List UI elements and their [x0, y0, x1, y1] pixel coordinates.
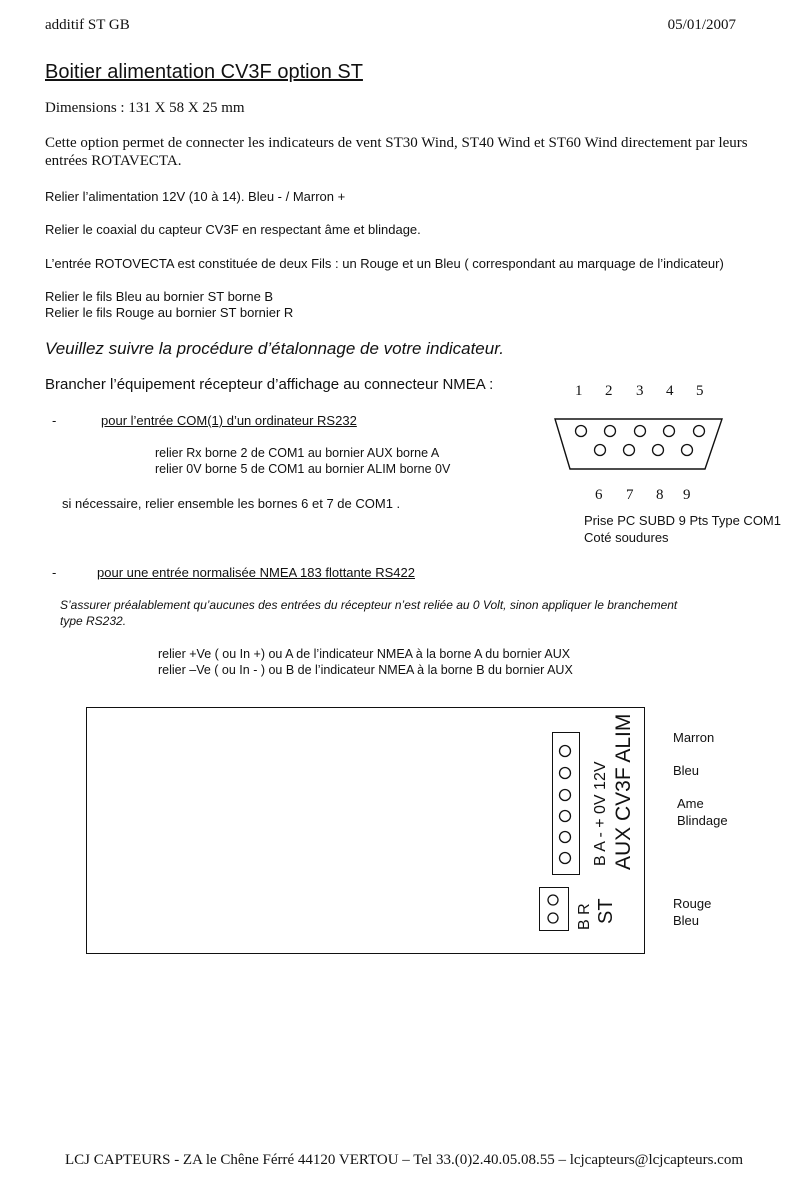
rs422-heading: pour une entrée normalisée NMEA 183 flottante RS422: [97, 565, 415, 580]
calibration-note: Veuillez suivre la procédure d’étalonnage de votre indicateur.: [45, 339, 504, 358]
rs232-note: si nécessaire, relier ensemble les bornes 6 et 7 de COM1 .: [62, 496, 401, 511]
header-date: 05/01/2007: [667, 17, 736, 33]
terminal-minus: [560, 790, 571, 801]
pin-number: 5: [696, 383, 704, 399]
pin-number: 6: [595, 487, 603, 503]
st-label: ST: [595, 898, 617, 924]
wire-label-bleu: Bleu: [673, 763, 700, 778]
terminal-a: [560, 768, 571, 779]
db9-pin: [694, 426, 705, 437]
rs422-line-2: relier –Ve ( ou In - ) ou B de l’indicateur NMEA à la borne B du bornier AUX: [158, 663, 573, 677]
terminal-12v: [560, 853, 571, 864]
db9-pin: [576, 426, 587, 437]
terminal-plus: [560, 811, 571, 822]
st-terminals: [539, 887, 569, 931]
db9-pin: [653, 445, 664, 456]
terminal-st-r: [548, 913, 558, 923]
wire-label-marron: Marron: [673, 730, 715, 745]
terminal-b: [560, 746, 571, 757]
aux-alim-terminals: [552, 732, 580, 875]
rs232-bullet: -: [52, 413, 57, 428]
db9-connector-diagram: [550, 414, 730, 474]
coax-instruction: Relier le coaxial du capteur CV3F en respectant âme et blindage.: [45, 222, 421, 237]
wire-label-ame: Ame: [677, 796, 704, 811]
terminal-st-b: [548, 895, 558, 905]
rs422-warning-2: type RS232.: [60, 614, 127, 628]
rs232-line-2: relier 0V borne 5 de COM1 au bornier ALIM borne 0V: [155, 462, 451, 476]
db9-pin: [635, 426, 646, 437]
db9-pin: [605, 426, 616, 437]
nmea-intro: Brancher l’équipement récepteur d’affichage au connecteur NMEA :: [45, 376, 494, 393]
rs422-bullet: -: [52, 565, 57, 580]
rs422-warning-1: S’assurer préalablement qu’aucunes des entrées du récepteur n’est reliée au 0 Volt, sinon appliquer le branchement: [60, 598, 678, 612]
rs232-heading: pour l’entrée COM(1) d’un ordinateur RS232: [101, 413, 357, 428]
dimensions-text: Dimensions : 131 X 58 X 25 mm: [45, 100, 245, 116]
aux-cv3f-alim-label: AUX CV3F ALIM: [612, 713, 635, 870]
connector-caption: Prise PC SUBD 9 Pts Type COM1: [584, 513, 781, 528]
intro-line-1: Cette option permet de connecter les indicateurs de vent ST30 Wind, ST40 Wind et ST60 Wind directement par leurs: [45, 135, 748, 151]
wire-label-bleu-st: Bleu: [673, 913, 700, 928]
db9-pin: [664, 426, 675, 437]
page-footer: LCJ CAPTEURS - ZA le Chêne Férré 44120 VERTOU – Tel 33.(0)2.40.05.08.55 – lcjcapteurs@lcjcapteurs.com: [65, 1152, 744, 1168]
red-wire-instruction: Relier le fils Rouge au bornier ST bornier R: [45, 305, 294, 320]
page-title: Boitier alimentation CV3F option ST: [45, 61, 363, 83]
wire-label-blindage: Blindage: [677, 813, 728, 828]
pin-number: 9: [683, 487, 691, 503]
pin-number: 4: [666, 383, 674, 399]
pin-number: 3: [636, 383, 644, 399]
st-terminal-letters: B R: [576, 903, 593, 930]
terminal-0v: [560, 832, 571, 843]
connector-caption-2: Coté soudures: [584, 530, 669, 545]
header-left: additif ST GB: [45, 17, 130, 33]
blue-wire-instruction: Relier le fils Bleu au bornier ST borne B: [45, 289, 274, 304]
db9-pin: [682, 445, 693, 456]
power-instruction: Relier l’alimentation 12V (10 à 14). Bleu - / Marron +: [45, 189, 346, 204]
intro-line-2: entrées ROTAVECTA.: [45, 153, 182, 169]
wire-label-rouge: Rouge: [673, 896, 712, 911]
pin-number: 1: [575, 383, 583, 399]
rotovecta-instruction: L’entrée ROTOVECTA est constituée de deux Fils : un Rouge et un Bleu ( correspondant au marquage de l’indicateur): [45, 256, 724, 271]
rs232-line-1: relier Rx borne 2 de COM1 au bornier AUX borne A: [155, 446, 440, 460]
terminal-labels: B A - + 0V 12V: [592, 761, 609, 866]
pin-number: 7: [626, 487, 634, 503]
rs422-line-1: relier +Ve ( ou In +) ou A de l’indicateur NMEA à la borne A du bornier AUX: [158, 647, 571, 661]
pin-number: 8: [656, 487, 664, 503]
db9-pin: [624, 445, 635, 456]
pin-number: 2: [605, 383, 613, 399]
db9-pin: [595, 445, 606, 456]
